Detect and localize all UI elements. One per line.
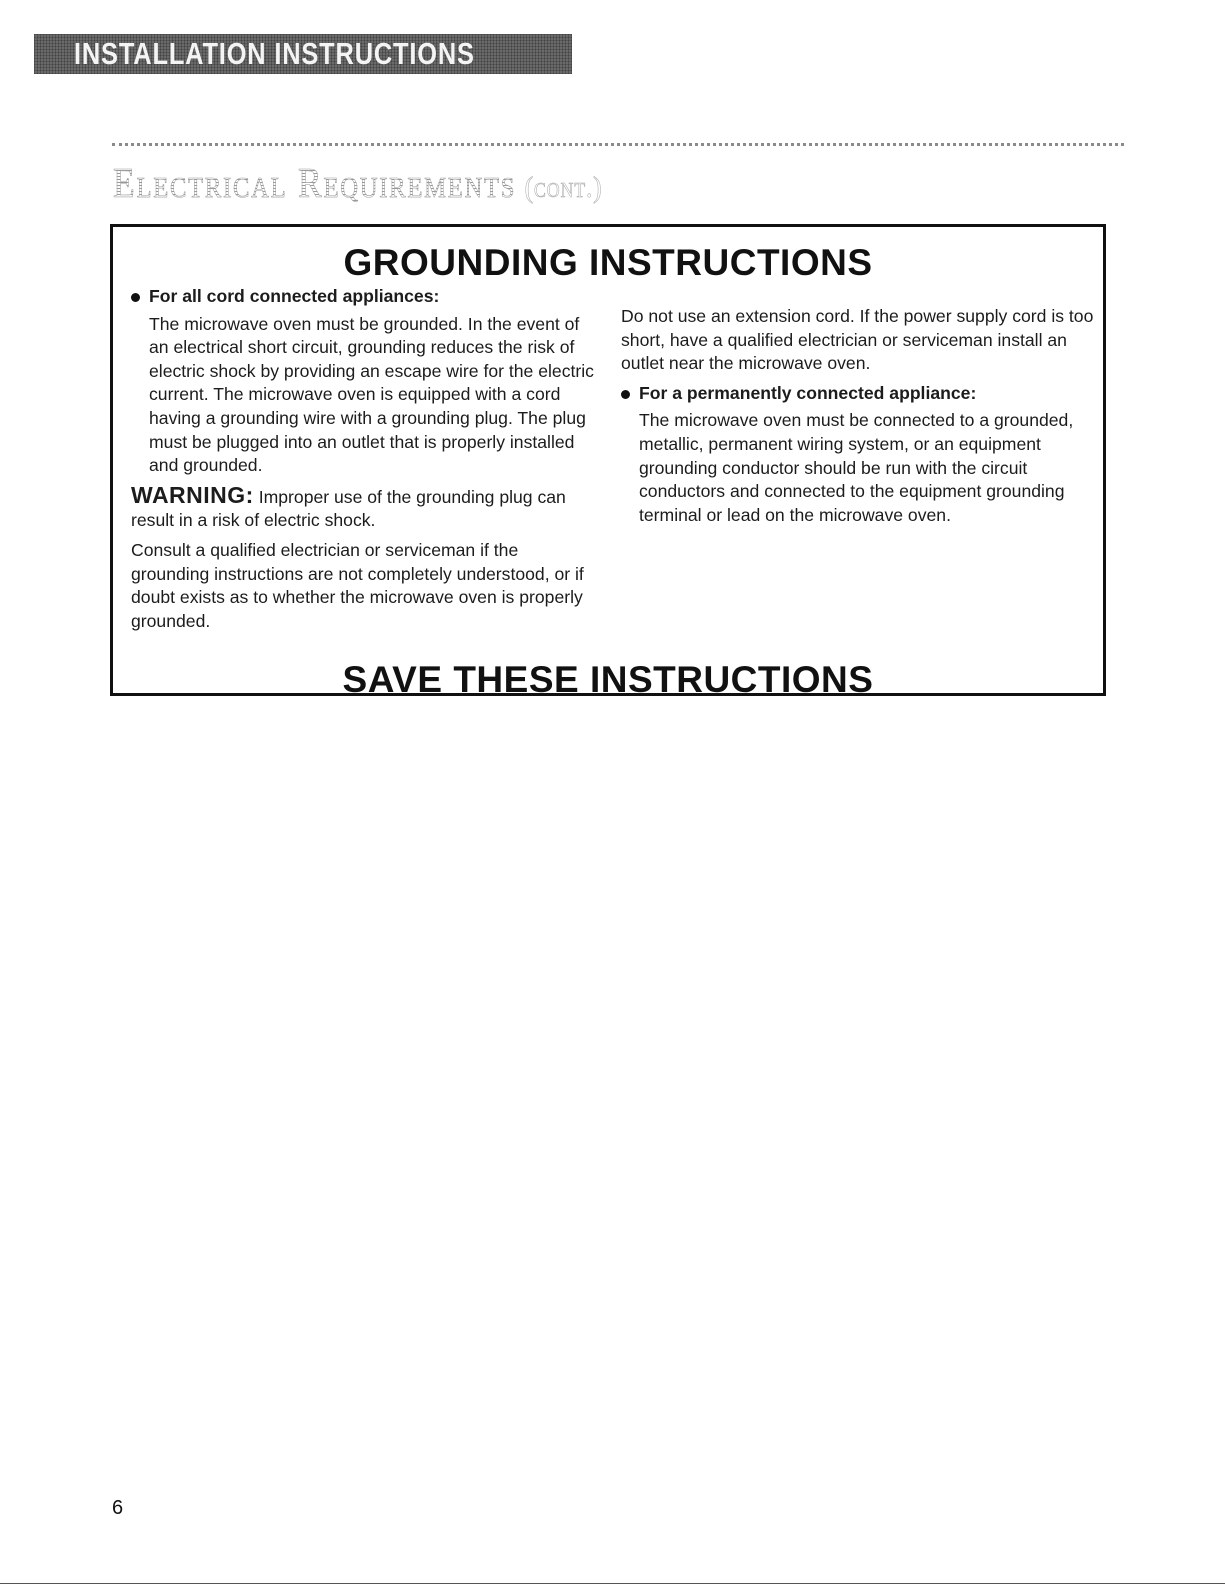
bottom-divider (0, 1583, 1225, 1584)
subheading-continued: (cont.) (524, 171, 603, 204)
box-title: GROUNDING INSTRUCTIONS (343, 242, 873, 283)
bullet-icon (621, 390, 630, 399)
extension-cord-paragraph: Do not use an extension cord. If the power supply cord is too short, have a qualified electrician or serviceman install an outlet near the microwave oven. (621, 306, 1094, 374)
permanent-paragraph: The microwave oven must be connected to a grounded, metallic, permanent wiring system, or an equipment grounding conductor should be run with the circuit conductors and connected to the equipment grounding terminal or lead on the microwave oven. (639, 410, 1074, 525)
bullet-heading-cord-text: For all cord connected appliances: (149, 286, 440, 306)
bullet-icon (131, 293, 140, 302)
right-column (621, 305, 1099, 527)
box-footer: SAVE THESE INSTRUCTIONS (342, 659, 874, 700)
section-banner (34, 34, 572, 74)
warning-paragraph (131, 481, 601, 533)
bullet-heading-cord (131, 285, 601, 309)
warning-text: Improper use of the grounding plug can result in a risk of electric shock. (131, 486, 566, 531)
page-number: 6 (112, 1497, 124, 1519)
consult-paragraph: Consult a qualified electrician or serviceman if the grounding instructions are not completely understood, or if doubt exists as to whether the microwave oven is properly grounded. (131, 539, 584, 631)
dotted-divider (112, 143, 1124, 146)
section-title: INSTALLATION INSTRUCTIONS (74, 36, 475, 71)
grounding-instructions-box (110, 224, 1106, 700)
subheading (113, 160, 603, 208)
subheading-title: Electrical Requirements (113, 161, 517, 207)
left-column (131, 285, 601, 633)
bullet-heading-permanent-text: For a permanently connected appliance: (639, 382, 977, 403)
bullet-heading-permanent (621, 382, 1099, 406)
warning-label: WARNING: (131, 481, 254, 508)
cord-paragraph: The microwave oven must be grounded. In the event of an electrical short circuit, grounding reduces the risk of electric shock by providing an escape wire for the electric current. The microwave oven is equipped with a cord having a grounding wire with a grounding plug. The plug must be plugged into an outlet that is properly installed and grounded. (149, 313, 594, 476)
